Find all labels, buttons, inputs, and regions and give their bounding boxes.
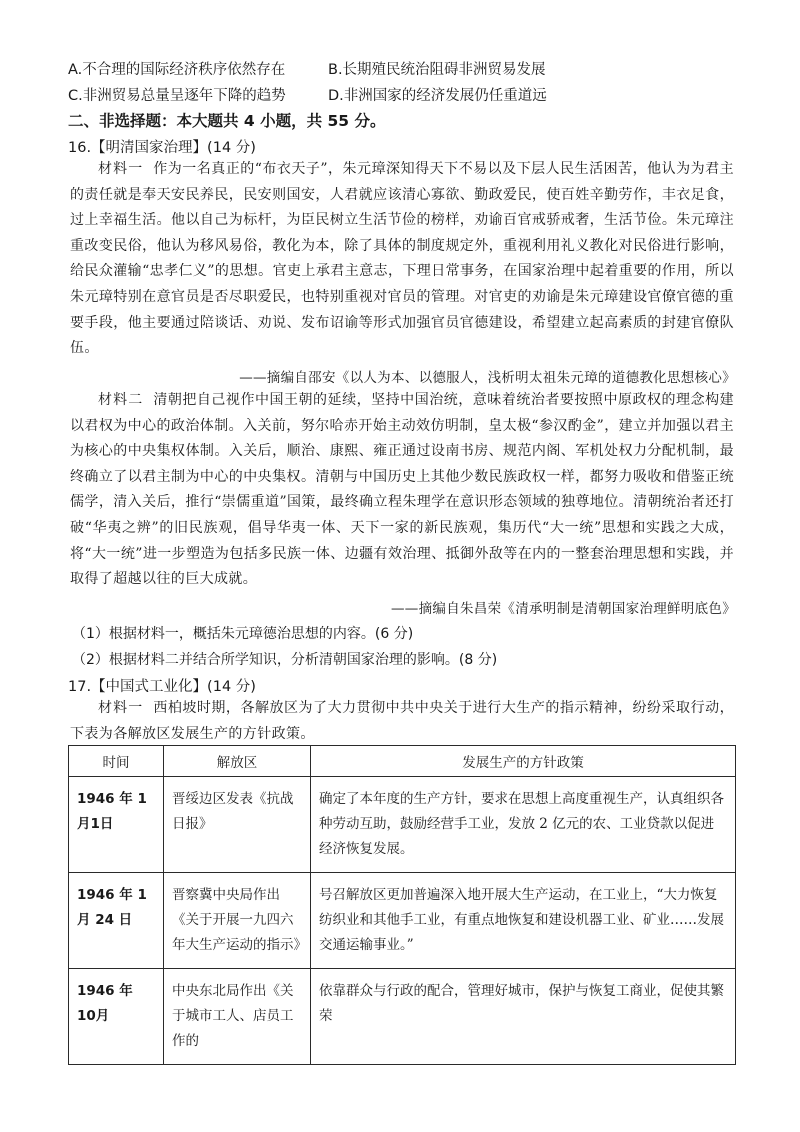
q16-material2-label: 材料二 [98, 392, 144, 408]
q17-material1-label: 材料一 [98, 700, 144, 716]
q16-material2-source: ——摘编自朱昌荣《清承明制是清朝国家治理鲜明底色》 [391, 601, 736, 617]
option-c: C.非洲贸易总量呈逐年下降的趋势 [68, 88, 286, 104]
row1-policy: 确定了本年度的生产方针，要求在思想上高度重视生产，认真组织各种劳动互助，鼓励经营手工业，发放 2 亿元的农、工业贷款以促进经济恢复发展。 [311, 777, 736, 873]
header-area: 解放区 [164, 746, 311, 777]
option-a: A.不合理的国际经济秩序依然存在 [68, 62, 286, 78]
table-header-row [69, 746, 736, 777]
table-row [69, 969, 736, 1065]
q17-material1-text: 西柏坡时期，各解放区为了大力贯彻中共中央关于进行大生产的指示精神，纷纷采取行动，下表为各解放区发展生产的方针政策。 [70, 700, 735, 742]
row1-time: 1946 年 1月1日 [69, 777, 164, 873]
q17-material1 [70, 696, 734, 747]
q16-material2 [70, 388, 734, 593]
row3-policy: 依靠群众与行政的配合，管理好城市，保护与恢复工商业，促使其繁荣 [311, 969, 736, 1065]
section-title: 二、非选择题：本大题共 4 小题，共 55 分。 [68, 112, 386, 130]
q16-sub2: （2）根据材料二并结合所学知识，分析清朝国家治理的影响。(8 分) [72, 652, 498, 668]
q16-title: 16.【明清国家治理】(14 分) [68, 140, 256, 156]
option-d: D.非洲国家的经济发展仍任重道远 [328, 88, 547, 104]
q16-sub1: （1）根据材料一，概括朱元璋德治思想的内容。(6 分) [72, 626, 414, 642]
row1-area: 晋绥边区发表《抗战日报》 [164, 777, 311, 873]
row3-time: 1946 年 10月 [69, 969, 164, 1065]
table-row [69, 873, 736, 969]
q16-material1-source: ——摘编自邵安《以人为本、以德服人，浅析明太祖朱元璋的道德教化思想核心》 [239, 370, 736, 386]
q16-material1-text: 作为一名真正的“布衣天子”，朱元璋深知得天下不易以及下层人民生活困苦，他认为为君主的责任就是奉天安民养民，民安则国安，人君就应该清心寡欲、勤政爱民，使百姓辛勤劳作，丰衣足食，过上幸福生活。他以自己为标杆，为臣民树立生活节俭的榜样，劝谕百官戒骄戒奢，生活节俭。朱元璋注重改变民俗，他认为移风易俗，教化为本，除了具体的制度规定外，重视利用礼义教化对民俗进行影响，给民众灌输“忠孝仁义”的思想。官吏上承君主意志，下理日常事务，在国家治理中起着重要的作用，所以朱元璋特别在意官员是否尽职爱民，也特别重视对官员的管理。对官吏的劝谕是朱元璋建设官僚官德的重要手段，他主要通过陪谈话、劝说、发布诏谕等形式加强官员官德建设，希望建立起高素质的封建官僚队伍。 [70, 161, 734, 357]
q16-material2-text: 清朝把自己视作中国王朝的延续，坚持中国治统，意味着统治者要按照中原政权的理念构建以君权为中心的政治体制。入关前，努尔哈赤开始主动效仿明制，皇太极“参汉酌金”，建立并加强以君主为核心的中央集权体制。入关后，顺治、康熙、雍正通过设南书房、规范内阁、军机处权力分配机制，最终确立了以君主制为中心的中央集权。清朝与中国历史上其他少数民族政权一样，都努力吸收和借鉴正统儒学，清入关后，推行“崇儒重道”国策，最终确立程朱理学在意识形态领域的独尊地位。清朝统治者还打破“华夷之辨”的旧民族观，倡导华夷一体、天下一家的新民族观，集历代“大一统”思想和实践之大成，将“大一统”进一步塑造为包括多民族一体、边疆有效治理、抵御外敌等在内的一整套治理思想和实践，并取得了超越以往的巨大成就。 [70, 392, 735, 588]
q16-material1-label: 材料一 [98, 161, 144, 177]
row2-area: 晋察冀中央局作出《关于开展一九四六年大生产运动的指示》 [164, 873, 311, 969]
table-row [69, 777, 736, 873]
policy-table [68, 745, 736, 1065]
q16-material1 [70, 157, 734, 362]
option-b: B.长期殖民统治阻碍非洲贸易发展 [328, 62, 546, 78]
row2-policy: 号召解放区更加普遍深入地开展大生产运动，在工业上，“大力恢复纺织业和其他手工业，有重点地恢复和建设机器工业、矿业……发展交通运输事业。” [311, 873, 736, 969]
row2-time: 1946 年 1 月 24 日 [69, 873, 164, 969]
header-time: 时间 [69, 746, 164, 777]
q17-title: 17.【中国式工业化】(14 分) [68, 679, 256, 695]
header-policy: 发展生产的方针政策 [311, 746, 736, 777]
row3-area: 中央东北局作出《关于城市工人、店员工作的 [164, 969, 311, 1065]
